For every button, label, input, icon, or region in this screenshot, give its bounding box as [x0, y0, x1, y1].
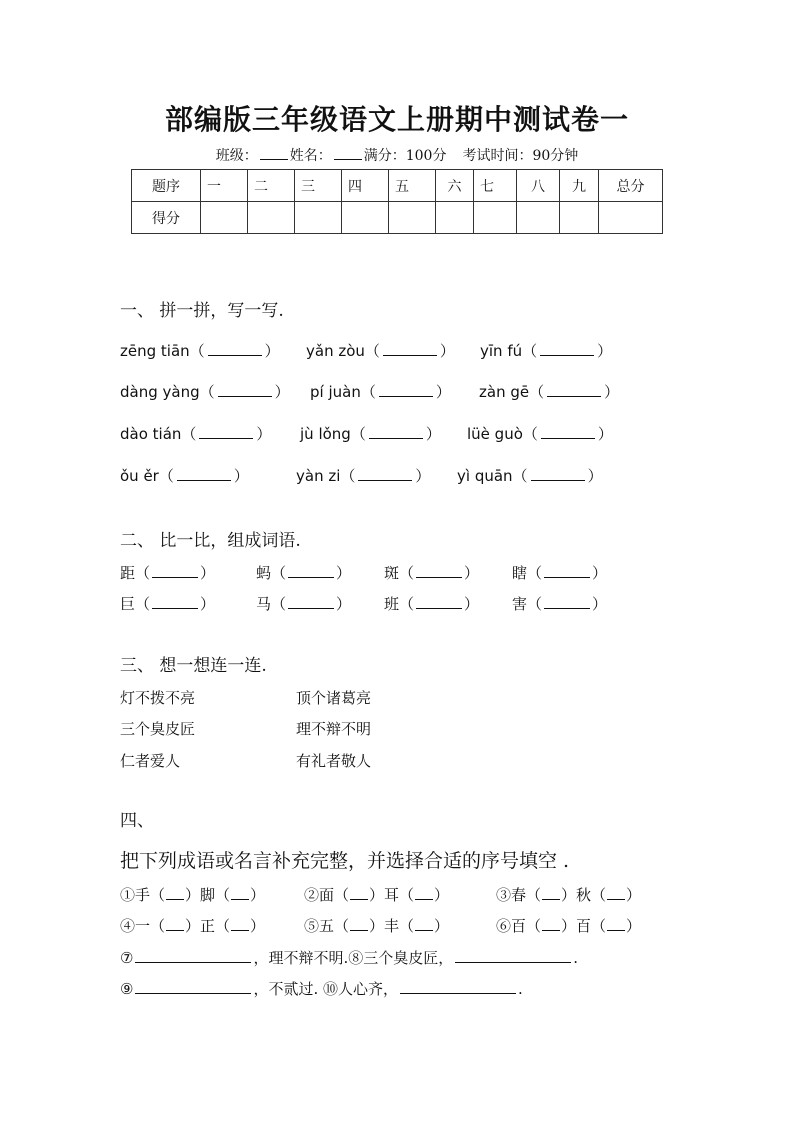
score-header-cell: 五: [389, 170, 436, 202]
idiom-part: ③春（: [496, 886, 542, 904]
score-header-cell: 一: [201, 170, 248, 202]
answer-blank[interactable]: [231, 887, 249, 900]
score-header-cell: 总分: [599, 170, 663, 202]
score-cell[interactable]: [201, 202, 248, 234]
pinyin-item: lüè guò（ ）: [467, 425, 613, 443]
pinyin-item: jù lǒng（ ）: [300, 425, 441, 443]
pinyin-text: zàn gē: [479, 383, 530, 401]
idiom-part: ②面（: [304, 886, 350, 904]
quote-part: ⑦: [120, 949, 134, 967]
quote-part: .: [518, 980, 523, 998]
pinyin-text: jù lǒng: [300, 425, 351, 443]
answer-blank[interactable]: [166, 918, 184, 931]
idiom-part: ）百（: [561, 917, 607, 935]
section2-heading: 二、 比一比，组成词语.: [120, 531, 301, 551]
class-blank[interactable]: [260, 147, 288, 160]
idiom-part: ⑥百（: [496, 917, 542, 935]
pinyin-item: pí juàn（ ）: [310, 383, 451, 401]
section1-heading: 一、 拼一拼，写一写.: [120, 301, 284, 321]
character: 瞎: [512, 564, 528, 582]
character: 斑: [384, 564, 400, 582]
match-right-item[interactable]: 有礼者敬人: [296, 752, 372, 770]
section3-heading: 三、 想一想连一连.: [120, 656, 267, 676]
idiom-item: [304, 884, 449, 905]
idiom-item: [304, 915, 449, 936]
answer-blank[interactable]: [358, 466, 412, 481]
pinyin-item: zēng tiān（ ）: [120, 342, 280, 360]
score-cell[interactable]: [342, 202, 389, 234]
quote-part: ⑨: [120, 980, 134, 998]
answer-blank[interactable]: [350, 918, 368, 931]
answer-blank[interactable]: [415, 918, 433, 931]
idiom-part: ）: [626, 917, 642, 935]
score-header-cell: 七: [474, 170, 517, 202]
answer-blank[interactable]: [416, 563, 462, 578]
pinyin-item: dào tián（ ）: [120, 425, 272, 443]
answer-blank[interactable]: [400, 979, 516, 994]
word-item: 马（ ）: [256, 595, 352, 613]
pinyin-item: zàn gē（ ）: [479, 383, 620, 401]
score-header-cell: 六: [436, 170, 474, 202]
character: 害: [512, 595, 528, 613]
exam-info: [0, 145, 794, 165]
pinyin-text: lüè guò: [467, 425, 523, 443]
answer-blank[interactable]: [231, 918, 249, 931]
answer-blank[interactable]: [544, 563, 590, 578]
answer-blank[interactable]: [177, 466, 231, 481]
answer-blank[interactable]: [455, 948, 571, 963]
score-cell[interactable]: [517, 202, 560, 234]
score-header-cell: 九: [560, 170, 599, 202]
answer-blank[interactable]: [218, 382, 272, 397]
word-item: 害（ ）: [512, 595, 608, 613]
pinyin-text: yīn fú: [480, 342, 523, 360]
idiom-item: [496, 915, 641, 936]
score-cell[interactable]: [599, 202, 663, 234]
answer-blank[interactable]: [369, 424, 423, 439]
answer-blank[interactable]: [541, 424, 595, 439]
full-score: 满分：100分: [363, 148, 447, 164]
idiom-item: [120, 915, 265, 936]
character: 马: [256, 595, 272, 613]
pinyin-item: dàng yàng（ ）: [120, 383, 290, 401]
score-cell[interactable]: [295, 202, 342, 234]
pinyin-text: yàn zi: [296, 467, 341, 485]
pinyin-text: yì quān: [457, 467, 513, 485]
character: 班: [384, 595, 400, 613]
quote-line: [120, 947, 578, 968]
quote-part: ，理不辩不明.⑧三个臭皮匠，: [253, 949, 454, 967]
score-cell[interactable]: [436, 202, 474, 234]
score-header-row: [132, 170, 663, 202]
page-title: 部编版三年级语文上册期中测试卷一: [164, 103, 629, 136]
idiom-part: ）耳（: [369, 886, 415, 904]
pinyin-item: yǎn zòu（ ）: [306, 342, 455, 360]
idiom-part: ）: [250, 886, 266, 904]
answer-blank[interactable]: [531, 466, 585, 481]
score-header-cell: 题序: [132, 170, 201, 202]
answer-blank[interactable]: [542, 887, 560, 900]
score-header-cell: 四: [342, 170, 389, 202]
match-left-item[interactable]: 仁者爱人: [120, 752, 181, 770]
word-item: 巨（ ）: [120, 595, 216, 613]
answer-blank[interactable]: [416, 594, 462, 609]
idiom-part: ）秋（: [561, 886, 607, 904]
pinyin-text: yǎn zòu: [306, 342, 365, 360]
name-blank[interactable]: [334, 147, 362, 160]
answer-blank[interactable]: [350, 887, 368, 900]
score-cell[interactable]: [389, 202, 436, 234]
idiom-part: ）: [250, 917, 266, 935]
quote-part: .: [573, 949, 579, 967]
pinyin-item: yàn zi（ ）: [296, 467, 431, 485]
pinyin-item: ǒu ěr（ ）: [120, 467, 249, 485]
answer-blank[interactable]: [208, 341, 262, 356]
pinyin-text: pí juàn: [310, 383, 361, 401]
section4-instruction: 把下列成语或名言补充完整，并选择合适的序号填空 .: [120, 850, 570, 872]
answer-blank[interactable]: [383, 341, 437, 356]
match-left-item[interactable]: 三个臭皮匠: [120, 720, 196, 738]
pinyin-text: dào tián: [120, 425, 182, 443]
word-item: 斑（ ）: [384, 564, 480, 582]
idiom-part: ）丰（: [369, 917, 415, 935]
character: 巨: [120, 595, 136, 613]
idiom-part: ④一（: [120, 917, 166, 935]
answer-blank[interactable]: [135, 979, 251, 994]
word-item: 瞎（ ）: [512, 564, 608, 582]
match-right-item[interactable]: 理不辩不明: [296, 720, 372, 738]
pinyin-item: yīn fú（ ）: [480, 342, 613, 360]
score-header-cell: 三: [295, 170, 342, 202]
pinyin-text: zēng tiān: [120, 342, 190, 360]
idiom-part: ①手（: [120, 886, 166, 904]
pinyin-text: dàng yàng: [120, 383, 200, 401]
score-table: [131, 169, 663, 234]
answer-blank[interactable]: [379, 382, 433, 397]
match-left-item[interactable]: 灯不拨不亮: [120, 689, 196, 707]
quote-part: ，不贰过. ⑩人心齐，: [253, 980, 398, 998]
idiom-part: ）脚（: [185, 886, 231, 904]
answer-blank[interactable]: [415, 887, 433, 900]
answer-blank[interactable]: [540, 341, 594, 356]
score-header-cell: 八: [517, 170, 560, 202]
idiom-item: [120, 884, 265, 905]
score-cell[interactable]: [560, 202, 599, 234]
answer-blank[interactable]: [288, 563, 334, 578]
name-label: 姓名：: [289, 148, 332, 164]
exam-time: 考试时间：90分钟: [462, 148, 579, 164]
pinyin-text: ǒu ěr: [120, 467, 159, 485]
word-item: 蚂（ ）: [256, 564, 352, 582]
idiom-part: ）: [434, 917, 450, 935]
match-right-item[interactable]: 顶个诸葛亮: [296, 689, 372, 707]
answer-blank[interactable]: [547, 382, 601, 397]
score-header-cell: 二: [248, 170, 295, 202]
class-label: 班级：: [215, 148, 258, 164]
answer-blank[interactable]: [288, 594, 334, 609]
score-cell[interactable]: [474, 202, 517, 234]
answer-blank[interactable]: [166, 887, 184, 900]
idiom-item: [496, 884, 641, 905]
pinyin-item: yì quān（ ）: [457, 467, 603, 485]
idiom-part: ）正（: [185, 917, 231, 935]
score-value-row: [132, 202, 663, 234]
quote-line: [120, 978, 523, 999]
idiom-part: ⑤五（: [304, 917, 350, 935]
answer-blank[interactable]: [544, 594, 590, 609]
section4-heading: 四、: [120, 811, 154, 831]
idiom-part: ）: [434, 886, 450, 904]
answer-blank[interactable]: [199, 424, 253, 439]
answer-blank[interactable]: [152, 563, 198, 578]
idiom-part: ）: [626, 886, 642, 904]
score-cell[interactable]: [248, 202, 295, 234]
answer-blank[interactable]: [607, 887, 625, 900]
word-item: 班（ ）: [384, 595, 480, 613]
character: 距: [120, 564, 136, 582]
score-row-label: 得分: [132, 202, 201, 234]
answer-blank[interactable]: [152, 594, 198, 609]
answer-blank[interactable]: [542, 918, 560, 931]
answer-blank[interactable]: [607, 918, 625, 931]
answer-blank[interactable]: [135, 948, 251, 963]
word-item: 距（ ）: [120, 564, 216, 582]
character: 蚂: [256, 564, 272, 582]
